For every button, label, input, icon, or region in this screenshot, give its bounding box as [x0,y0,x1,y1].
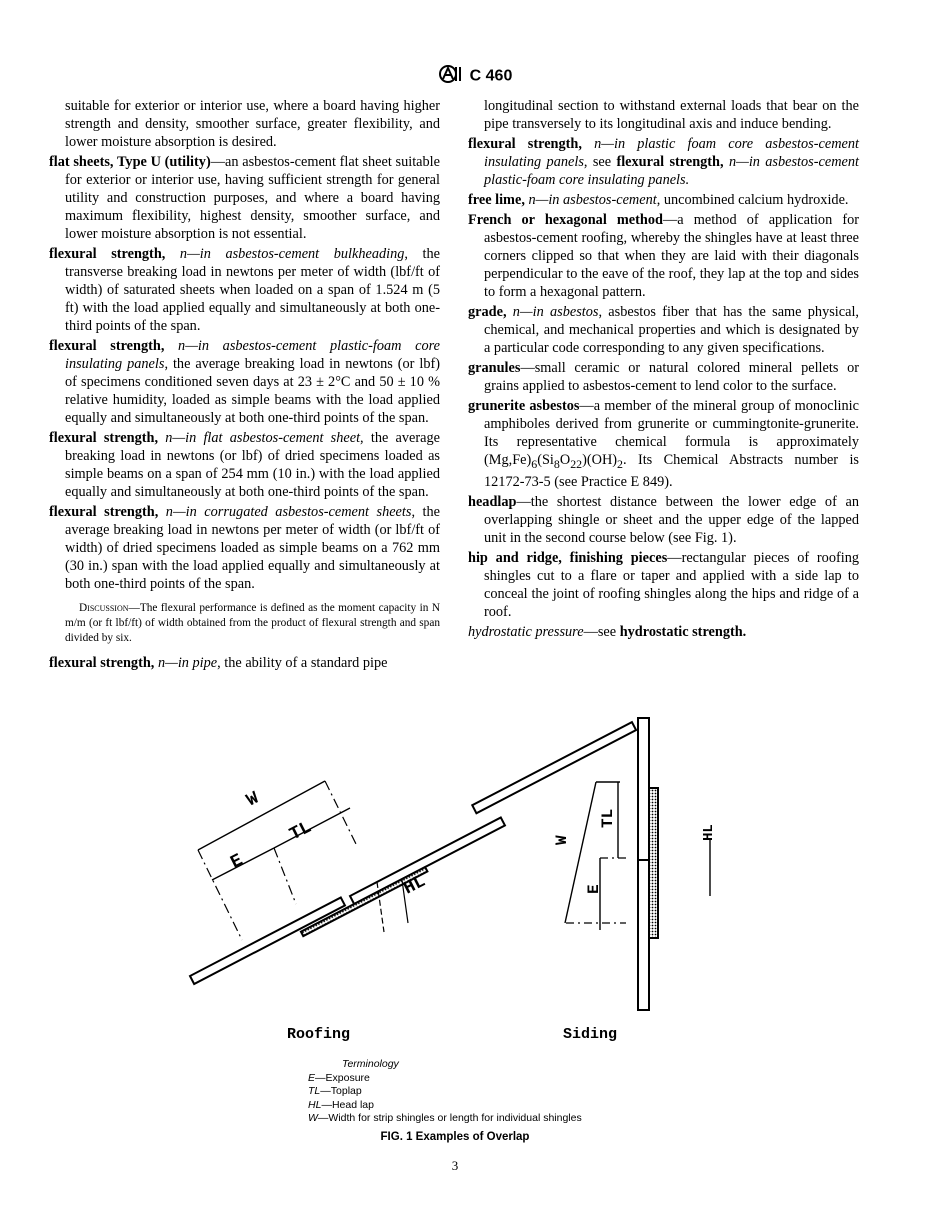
left-column [49,97,440,674]
entry-hydrostatic-pressure: hydrostatic pressure—see hydrostatic strength. [468,623,747,640]
legend-item-w: W—Width for strip shingles or length for individual shingles [308,1112,582,1124]
siding-w-label: W [553,835,571,845]
figure-overlap [150,708,800,1048]
entry-flexural-flat-sheet: flexural strength, n—in flat asbestos-cement sheet, the average breaking load in newtons (or lbf) of dried specimens loaded as simple beams on a span of 254 mm (10 in.) with the load applied equally and simultaneously at both one-third points of the span. [49,430,440,500]
siding-e-label: E [585,884,603,894]
entry-granules: granules—small ceramic or natural colored mineral pellets or grains applied to asbestos-cement to lend color to the surface. [468,360,859,394]
entry-flexural-plastic-foam: flexural strength, n—in plastic foam core asbestos-cement insulating panels, see flexural strength, n—in asbestos-cement plastic-foam core insulating panels. [468,136,859,188]
right-column [468,97,859,643]
roofing-e-label: E [227,850,247,874]
siding-tl-label: TL [599,808,617,828]
legend-item-hl: HL—Head lap [308,1098,374,1111]
figure-caption: FIG. 1 Examples of Overlap [380,1131,530,1143]
entry-continuation: suitable for exterior or interior use, where a board having higher strength and density, smoother surface, greater flexibility, and lower moisture absorption is desired. [65,98,440,150]
legend-title: Terminology [342,1058,399,1070]
roofing-w-label: W [243,788,263,812]
entry-grade: grade, n—in asbestos, asbestos fiber that has the same physical, chemical, and mechanical properties and which is designated by a particular code corresponding to any given specifications. [468,304,859,356]
roofing-diagram [190,722,636,984]
standard-number: C 460 [469,67,513,85]
overlap-diagram [150,708,800,1048]
page-number: 3 [451,1158,459,1173]
siding-diagram [553,718,717,1010]
entry-flexural-bulkheading: flexural strength, n—in asbestos-cement bulkheading, the transverse breaking load in newtons per meter of width (lbf/ft of width) of saturated sheets when loaded on a span of 1.524 m (5 ft) with the load applied equally and simultaneously at both one-third points of the span. [49,246,440,334]
legend-item-tl: TL—Toplap [308,1085,362,1097]
legend-item-e: E—Exposure [308,1071,370,1084]
entry-french-hexagonal: French or hexagonal method—a method of application for asbestos-cement roofing, whereby the shingles have at least three corners clipped so that when they are laid with their diagonals perpendicular to the eave of the roof, they lap at the top and sides to form a hexagonal pattern. [468,212,859,300]
roofing-tl-label: TL [286,817,315,846]
entry-free-lime: free lime, n—in asbestos-cement, uncombined calcium hydroxide. [468,192,849,208]
page-header [0,64,950,89]
entry-flexural-corrugated: flexural strength, n—in corrugated asbestos-cement sheets, the average breaking load in newtons per meter of width (or lbf/ft of width) of dried specimens loaded as simple beams on a 762 mm (30 in.) span with the load applied equally and simultaneously at both one-third points of the span. [49,504,440,592]
entry-continuation: longitudinal section to withstand external loads that bear on the pipe transversely to its longitudinal axis and induce bending. [484,98,859,132]
siding-hl-label: HL [701,824,717,841]
discussion-note: Discussion—The flexural performance is defined as the moment capacity in N m/m (or ft lbf/ft) of width obtained from the product of flexural strength and span divided by six. [65,602,440,644]
entry-flat-sheets-type-u: flat sheets, Type U (utility)—an asbestos-cement flat sheet suitable for exterior or interior use, having sufficient strength for general utility and construction purposes, and where a board having maximum flexibility, highest density, smoother surface, and lower moisture absorption is not essential. [49,154,440,242]
entry-flexural-pipe: flexural strength, n—in pipe, the ability of a standard pipe [49,655,388,671]
astm-logo-icon [438,64,464,89]
entry-grunerite-asbestos: grunerite asbestos—a member of the mineral group of monoclinic amphiboles derived from grunerite or cummingtonite-grunerite. Its representative chemical formula is approximately $(Mg,Fe)_6(Si_8O_{22})(OH)_2$. Its Chemical Abstracts number is 12172-73-5 (see Practice E 849). [468,398,859,490]
entry-headlap: headlap—the shortest distance between the lower edge of an overlapping shingle or sheet and the upper edge of the lapped unit in the second course below (see Fig. 1). [468,493,859,546]
roofing-hl-label: HL [400,871,429,900]
figure-legend [308,1058,582,1126]
roofing-label: Roofing [287,1026,351,1043]
entry-flexural-foam-panels: flexural strength, n—in asbestos-cement plastic-foam core insulating panels, the average breaking load in newtons (or lbf) of specimens conditioned seven days at 23 ± 2°C and 50 ± 10 % relative humidity, loaded as simple beams with the load applied equally and simultaneously at both one-third points of the span. [49,338,440,426]
entry-hip-and-ridge: hip and ridge, finishing pieces—rectangular pieces of roofing shingles cut to a flare or taper and applied with a side lap to conceal the joint of roofing shingles along the hips and ridge of a roof. [468,549,859,620]
siding-label: Siding [563,1026,618,1043]
